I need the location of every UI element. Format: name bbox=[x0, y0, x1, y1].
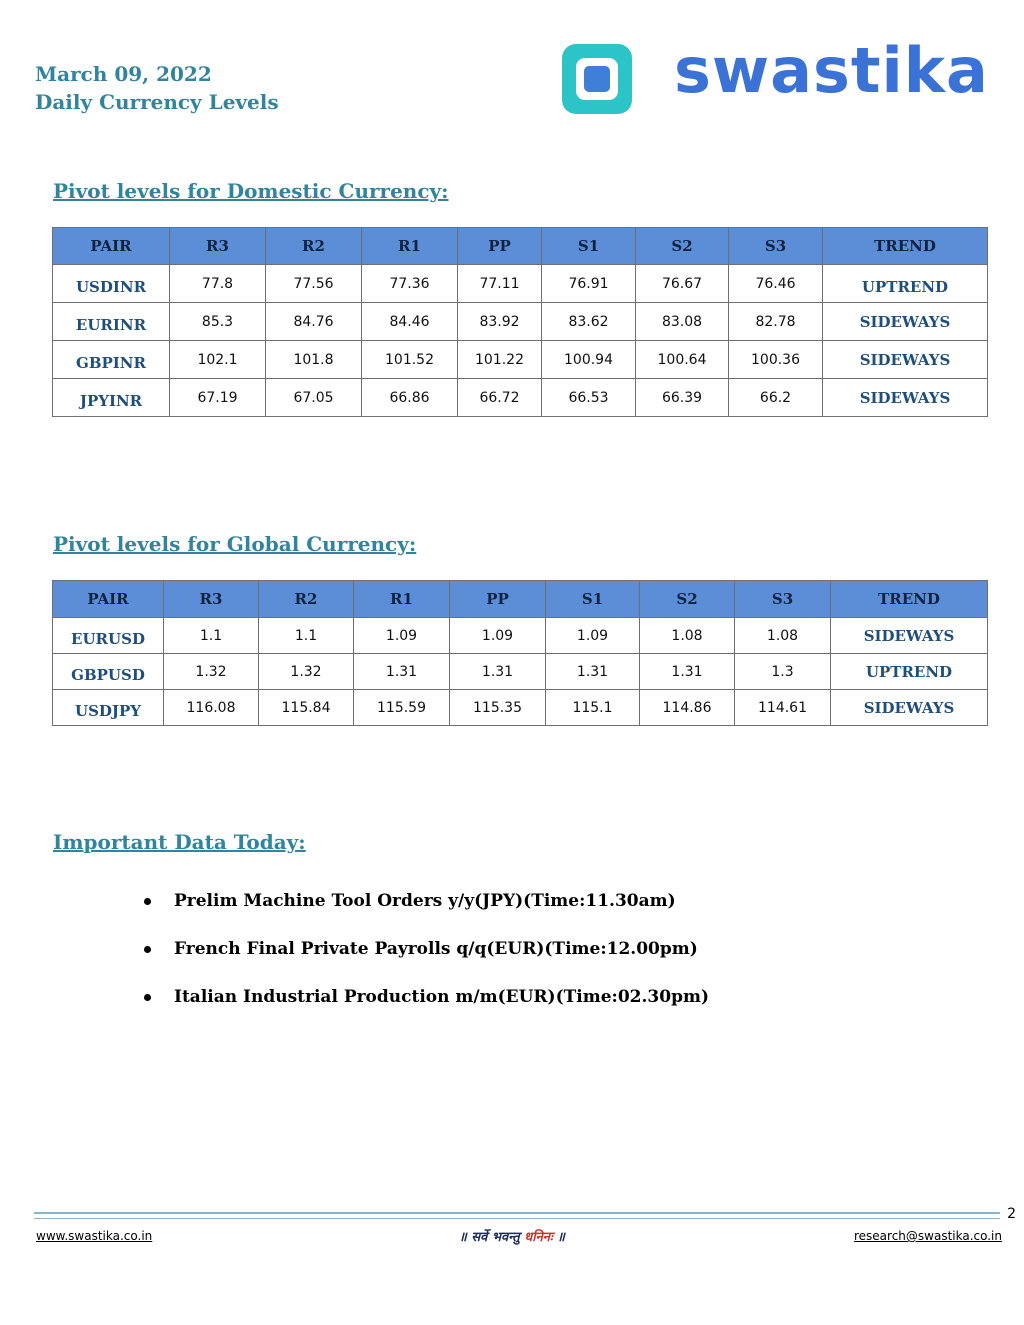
r1-cell: 101.52 bbox=[362, 341, 458, 379]
s2-cell: 76.67 bbox=[636, 265, 729, 303]
pp-cell: 1.31 bbox=[450, 654, 546, 690]
column-header: TREND bbox=[823, 228, 988, 265]
s1-cell: 83.62 bbox=[542, 303, 636, 341]
column-header: TREND bbox=[831, 581, 988, 618]
r3-cell: 67.19 bbox=[170, 379, 266, 417]
email-link[interactable]: research@swastika.co.in bbox=[853, 1229, 1002, 1243]
r1-cell: 77.36 bbox=[362, 265, 458, 303]
bullet-icon bbox=[144, 898, 151, 905]
bullet-icon bbox=[144, 946, 151, 953]
r2-cell: 1.1 bbox=[259, 618, 354, 654]
global-section-title: Pivot levels for Global Currency: bbox=[53, 532, 417, 556]
r2-cell: 101.8 bbox=[266, 341, 362, 379]
column-header: R1 bbox=[362, 228, 458, 265]
global-pivot-table bbox=[52, 580, 988, 726]
column-header: S3 bbox=[729, 228, 823, 265]
s2-cell: 83.08 bbox=[636, 303, 729, 341]
report-subtitle: Daily Currency Levels bbox=[35, 90, 279, 114]
list-item-text: French Final Private Payrolls q/q(EUR)(Time:12.00pm) bbox=[174, 939, 698, 959]
important-data-list bbox=[140, 880, 709, 1024]
table-row bbox=[53, 690, 988, 726]
report-header bbox=[35, 60, 279, 116]
table-row bbox=[53, 379, 988, 417]
trend-cell: UPTREND bbox=[823, 265, 988, 303]
pair-cell: GBPUSD bbox=[53, 654, 164, 690]
pair-cell: USDJPY bbox=[53, 690, 164, 726]
logo-mark-icon bbox=[562, 44, 632, 114]
pair-cell: USDINR bbox=[53, 265, 170, 303]
r3-cell: 102.1 bbox=[170, 341, 266, 379]
table-row bbox=[53, 303, 988, 341]
r1-cell: 84.46 bbox=[362, 303, 458, 341]
pp-cell: 115.35 bbox=[450, 690, 546, 726]
r2-cell: 67.05 bbox=[266, 379, 362, 417]
important-section-title: Important Data Today: bbox=[53, 830, 306, 854]
website-link[interactable]: www.swastika.co.in bbox=[36, 1229, 153, 1243]
r3-cell: 1.1 bbox=[164, 618, 259, 654]
s2-cell: 66.39 bbox=[636, 379, 729, 417]
s1-cell: 1.31 bbox=[546, 654, 640, 690]
bullet-icon bbox=[144, 994, 151, 1001]
r3-cell: 77.8 bbox=[170, 265, 266, 303]
column-header: R3 bbox=[170, 228, 266, 265]
column-header: S1 bbox=[546, 581, 640, 618]
pp-cell: 101.22 bbox=[458, 341, 542, 379]
column-header: R1 bbox=[354, 581, 450, 618]
trend-cell: SIDEWAYS bbox=[823, 303, 988, 341]
r1-cell: 115.59 bbox=[354, 690, 450, 726]
s1-cell: 66.53 bbox=[542, 379, 636, 417]
column-header: S2 bbox=[640, 581, 735, 618]
footer-divider bbox=[34, 1212, 1000, 1219]
s1-cell: 76.91 bbox=[542, 265, 636, 303]
s3-cell: 66.2 bbox=[729, 379, 823, 417]
s3-cell: 114.61 bbox=[735, 690, 831, 726]
trend-cell: UPTREND bbox=[831, 654, 988, 690]
s3-cell: 100.36 bbox=[729, 341, 823, 379]
table-header-row bbox=[53, 581, 988, 618]
trend-cell: SIDEWAYS bbox=[831, 618, 988, 654]
r2-cell: 77.56 bbox=[266, 265, 362, 303]
table-row bbox=[53, 654, 988, 690]
pp-cell: 1.09 bbox=[450, 618, 546, 654]
s2-cell: 100.64 bbox=[636, 341, 729, 379]
list-item-text: Italian Industrial Production m/m(EUR)(Time:02.30pm) bbox=[174, 987, 709, 1007]
column-header: S3 bbox=[735, 581, 831, 618]
report-date: March 09, 2022 bbox=[35, 62, 212, 86]
list-item-text: Prelim Machine Tool Orders y/y(JPY)(Time:11.30am) bbox=[174, 891, 676, 911]
s3-cell: 82.78 bbox=[729, 303, 823, 341]
column-header: R2 bbox=[266, 228, 362, 265]
s2-cell: 1.08 bbox=[640, 618, 735, 654]
table-row bbox=[53, 265, 988, 303]
motto-end: ॥ bbox=[552, 1230, 565, 1245]
s3-cell: 1.3 bbox=[735, 654, 831, 690]
table-header-row bbox=[53, 228, 988, 265]
pp-cell: 77.11 bbox=[458, 265, 542, 303]
r2-cell: 115.84 bbox=[259, 690, 354, 726]
column-header: PP bbox=[450, 581, 546, 618]
s1-cell: 115.1 bbox=[546, 690, 640, 726]
table-row bbox=[53, 618, 988, 654]
logo-wordmark: swastika bbox=[674, 34, 989, 107]
s3-cell: 1.08 bbox=[735, 618, 831, 654]
pair-cell: EURINR bbox=[53, 303, 170, 341]
s2-cell: 1.31 bbox=[640, 654, 735, 690]
motto-start: ॥ सर्वे भवन्तु bbox=[459, 1230, 525, 1245]
s1-cell: 1.09 bbox=[546, 618, 640, 654]
pair-cell: JPYINR bbox=[53, 379, 170, 417]
s3-cell: 76.46 bbox=[729, 265, 823, 303]
r3-cell: 116.08 bbox=[164, 690, 259, 726]
trend-cell: SIDEWAYS bbox=[831, 690, 988, 726]
column-header: R3 bbox=[164, 581, 259, 618]
r1-cell: 1.31 bbox=[354, 654, 450, 690]
table-row bbox=[53, 341, 988, 379]
trend-cell: SIDEWAYS bbox=[823, 341, 988, 379]
domestic-pivot-table bbox=[52, 227, 988, 417]
r2-cell: 84.76 bbox=[266, 303, 362, 341]
pp-cell: 83.92 bbox=[458, 303, 542, 341]
r1-cell: 1.09 bbox=[354, 618, 450, 654]
list-item bbox=[140, 928, 709, 976]
r1-cell: 66.86 bbox=[362, 379, 458, 417]
page-number: 2 bbox=[1007, 1206, 1016, 1222]
list-item bbox=[140, 976, 709, 1024]
pair-cell: GBPINR bbox=[53, 341, 170, 379]
list-item bbox=[140, 880, 709, 928]
column-header: S2 bbox=[636, 228, 729, 265]
r3-cell: 1.32 bbox=[164, 654, 259, 690]
column-header: PAIR bbox=[53, 581, 164, 618]
pair-cell: EURUSD bbox=[53, 618, 164, 654]
r3-cell: 85.3 bbox=[170, 303, 266, 341]
column-header: R2 bbox=[259, 581, 354, 618]
column-header: S1 bbox=[542, 228, 636, 265]
column-header: PP bbox=[458, 228, 542, 265]
motto-accent: धनिनः bbox=[524, 1230, 553, 1245]
domestic-section-title: Pivot levels for Domestic Currency: bbox=[53, 179, 449, 203]
pp-cell: 66.72 bbox=[458, 379, 542, 417]
s2-cell: 114.86 bbox=[640, 690, 735, 726]
trend-cell: SIDEWAYS bbox=[823, 379, 988, 417]
column-header: PAIR bbox=[53, 228, 170, 265]
swastika-logo bbox=[560, 34, 1000, 118]
r2-cell: 1.32 bbox=[259, 654, 354, 690]
s1-cell: 100.94 bbox=[542, 341, 636, 379]
